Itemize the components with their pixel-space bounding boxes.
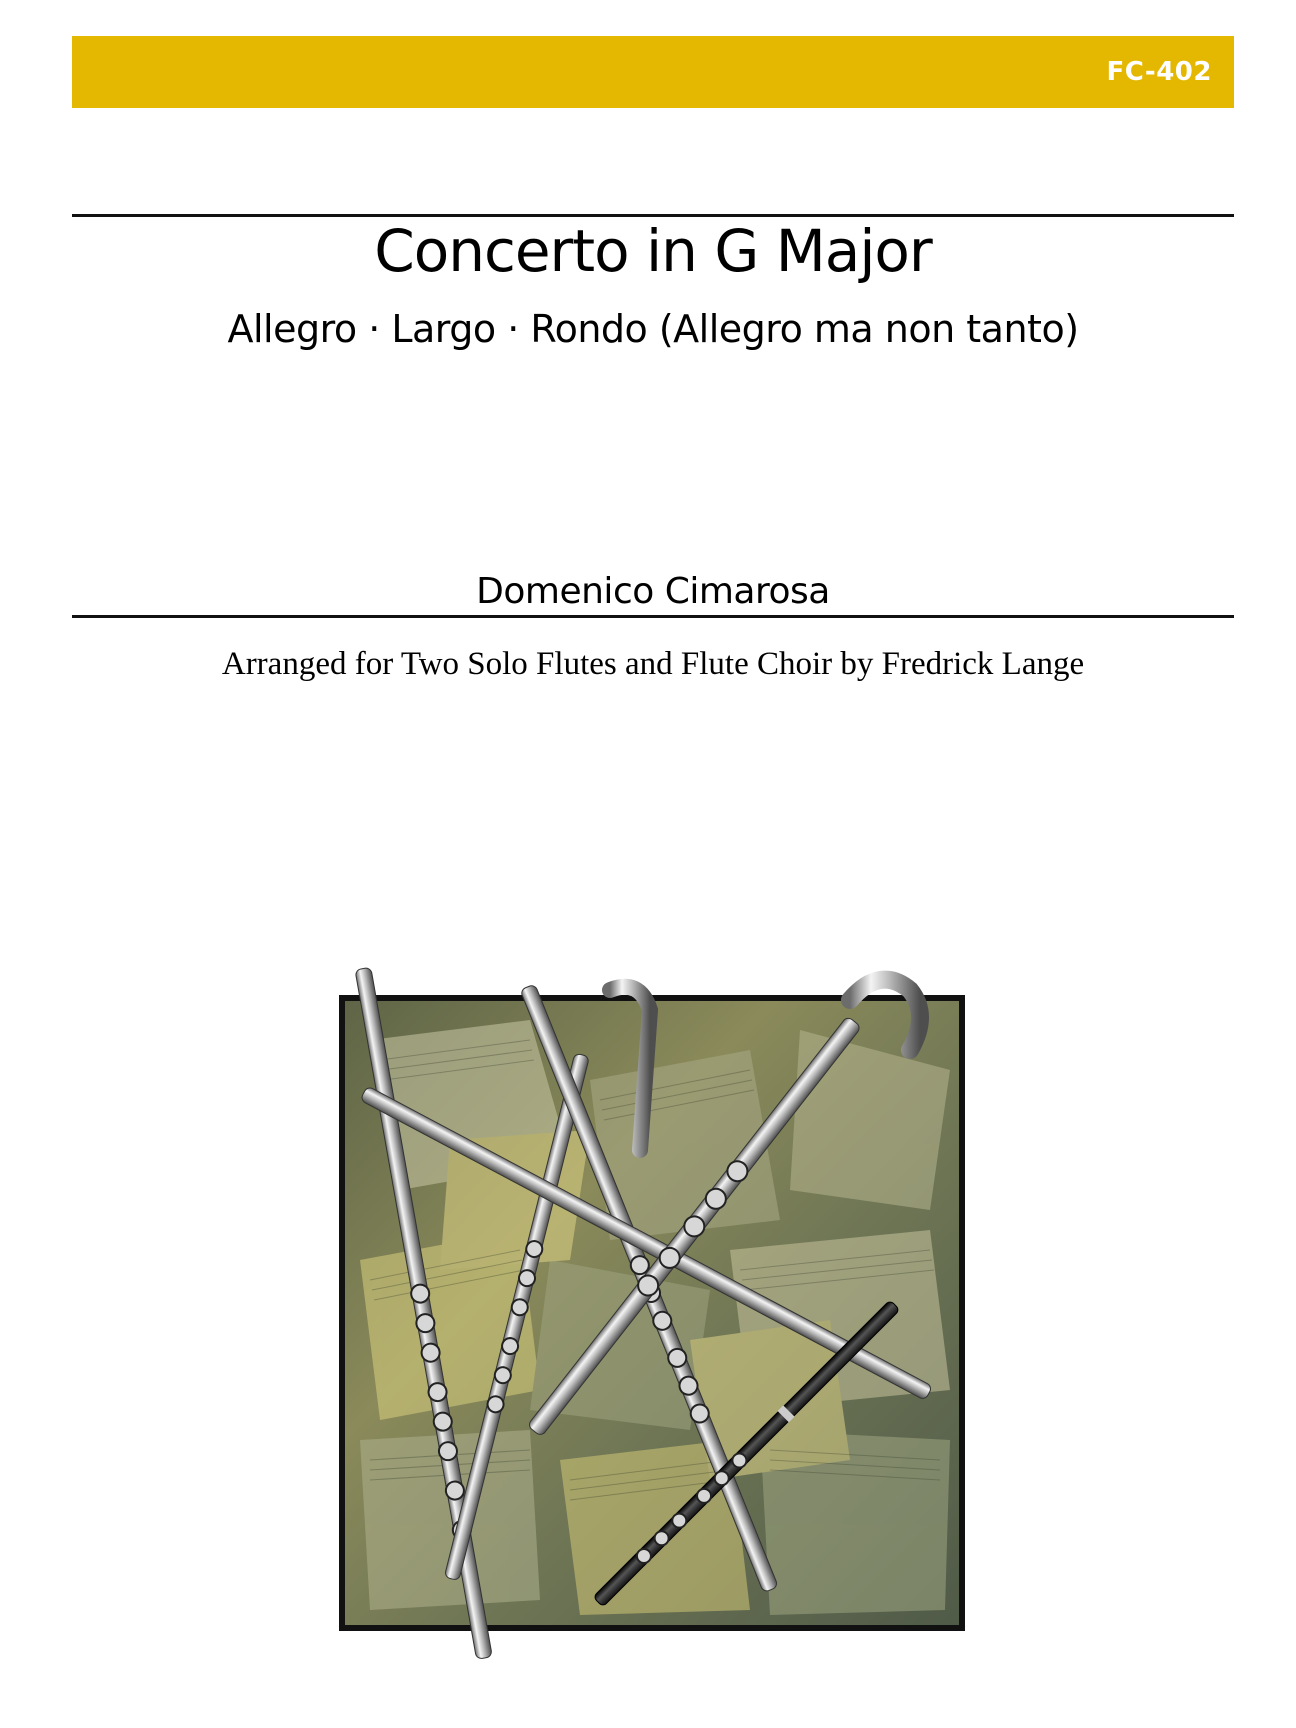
page-title: Concerto in G Major: [374, 217, 932, 285]
composer-name: Domenico Cimarosa: [476, 571, 830, 612]
composer-rule: [72, 615, 1234, 618]
movements-subtitle: Allegro · Largo · Rondo (Allegro ma non tanto): [227, 307, 1079, 351]
catalog-number: FC-402: [1106, 57, 1212, 87]
arrangement-credit: Arranged for Two Solo Flutes and Flute Choir by Fredrick Lange: [221, 646, 1085, 682]
header-band: [72, 36, 1234, 108]
flutes-collage-icon: [330, 960, 990, 1670]
